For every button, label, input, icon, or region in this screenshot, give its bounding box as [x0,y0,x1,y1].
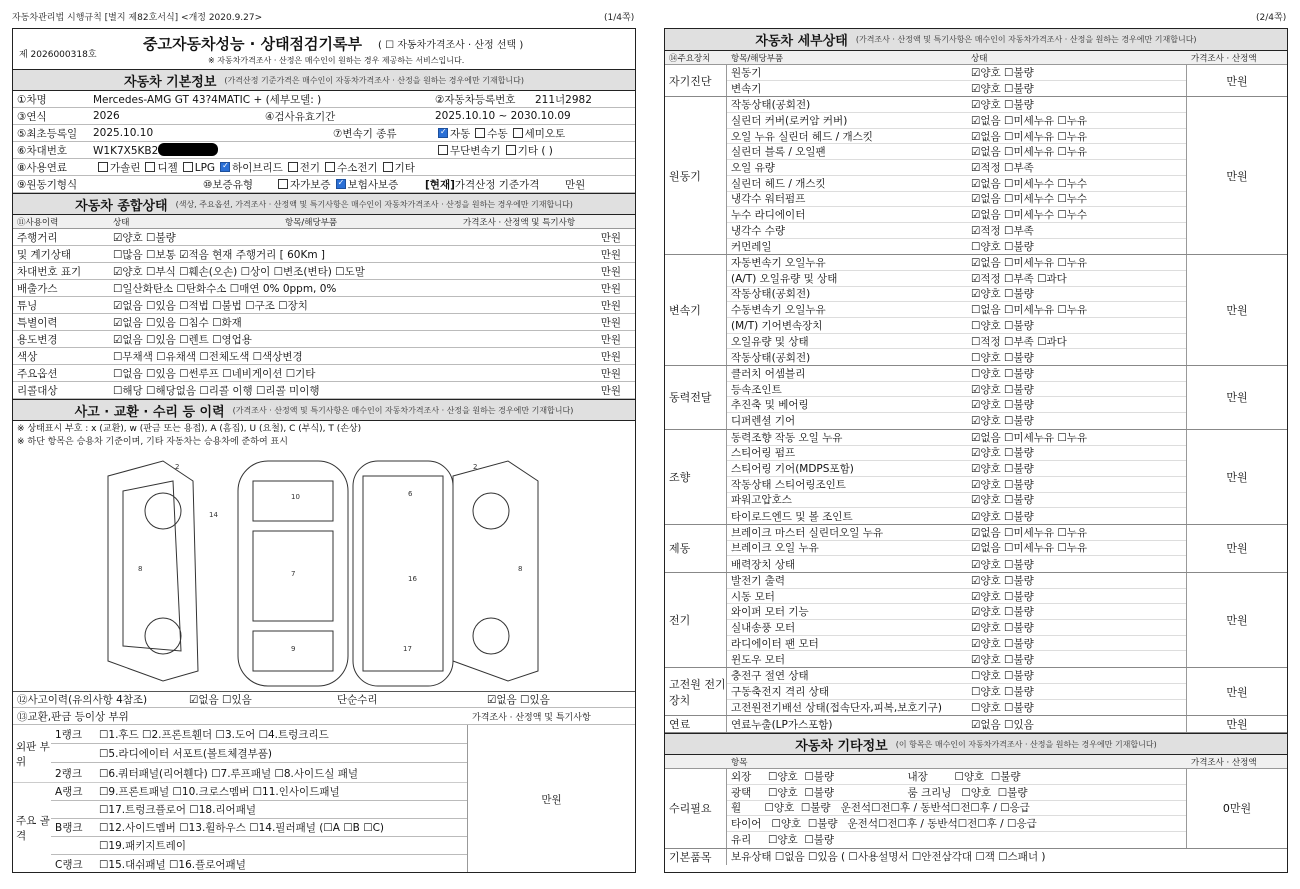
overall-row: 특별이력 ☑없음 ☐있음 ☐침수 ☐화재 만원 [13,314,635,331]
detail-item: 클러치 어셈블리 ☐양호 ☐불량 [727,366,1186,382]
detail-group: 자기진단 원동기 ☑양호 ☐불량 변속기 ☑양호 ☐불량 만원 [665,65,1287,97]
detail-item: 와이퍼 모터 기능 ☑양호 ☐불량 [727,604,1186,620]
overall-row: 차대번호 표기 ☑양호 ☐부식 ☐훼손(오손) ☐상이 ☐변조(변타) ☐도말 만원 [13,263,635,280]
detail-item: 누수 라디에이터 ☑없음 ☐미세누수 ☐누수 [727,207,1186,223]
detail-item: 브레이크 마스터 실린더오일 누유 ☑없음 ☐미세누유 ☐누유 [727,525,1186,541]
row-first-reg: ⑤최초등록일 2025.10.10 ⑦변속기 종류 ✓ 자동 수동 세미오토 [13,125,635,142]
detail-item: 충전구 절연 상태 ☐양호 ☐불량 [727,668,1186,684]
detail-item: 윈도우 모터 ☑양호 ☐불량 [731,653,1034,666]
other-amount: 0만원 [1222,802,1252,816]
page-2 [664,28,1288,873]
detail-item: 실내송풍 모터 ☑양호 ☐불량 [727,620,1186,636]
detail-item: 실린더 커버(로커암 커버) ☑없음 ☐미세누유 ☐누유 [727,113,1186,129]
svg-text:8: 8 [138,565,143,573]
other-info-title: 자동차 기타정보 (이 항목은 매수인이 자동차가격조사 · 산정을 원하는 경우에만 기재합니다) [665,733,1287,755]
detail-groups [665,65,1287,733]
overall-row: 배출가스 ☐일산화탄소 ☐탄화수소 ☐매연 0% 0ppm, 0% 만원 [13,280,635,297]
detail-item: 원동기 ☑양호 ☐불량 [727,65,1186,81]
detail-group: 변속기 자동변속기 오일누유 ☑없음 ☐미세누유 ☐누유 (A/T) 오일유량 및 상태 ☑적정 ☐부족 ☐과다 작동상태(공회전) ☑양호 ☐불량 수동변속기 오일누유 ☐없음 ☐미세누유 ☐누유 (M/T) 기어변속장치 ☐양호 ☐불량 오일유량 및 상태 ☐적정 ☐부족 ☐과다 작동상태(공회전) ☐양호 ☐불량 만원 [665,255,1287,366]
row-engine: ⑨원동기형식 ⑩보증유형 자가보증✓ 보험사보증 [현재]가격산정 기준가격 만원 [13,176,635,193]
detail-table-header: ⑭주요장치 항목/해당부품 상태 가격조사 · 산정액 [665,51,1287,65]
page-number-1: (1/4쪽) [604,13,635,23]
detail-item: 연료누출(LP가스포함) ☑없음 ☐있음 [731,718,1034,731]
title-note: ※ 자동차가격조사 · 산정은 매수인이 원하는 경우 제공하는 서비스입니다. [208,56,465,65]
warranty-insurer-checkbox[interactable] [336,179,346,189]
title-block [13,29,635,69]
detail-item: 스티어링 펌프 ☑양호 ☐불량 [727,446,1186,462]
detail-item: 실린더 헤드 / 개스킷 ☑없음 ☐미세누수 ☐누수 [727,176,1186,192]
overall-row: 및 계기상태 ☐많음 ☐보통 ☑적음 현재 주행거리 [ 60Km ] 만원 [13,246,635,263]
svg-text:9: 9 [291,645,296,653]
overall-table-header: ⑪사용이력 상태 항목/해당부품 가격조사 · 산정액 및 특기사항 [13,215,635,229]
detail-item: 디퍼렌셜 기어 ☑양호 ☐불량 [731,415,1034,428]
svg-text:2: 2 [175,463,180,471]
detail-item: 추진축 및 베어링 ☑양호 ☐불량 [727,397,1186,413]
other-item[interactable]: 휠 ☐양호 ☐불량 운전석☐전☐후 / 동반석☐전☐후 / ☐응급 [727,801,1186,817]
detail-group: 연료 연료누출(LP가스포함) ☑없음 ☐있음 만원 [665,716,1287,733]
form-header: 자동차관리법 시행규칙 [별지 제82호서식] <개정 2020.9.27> [12,13,263,23]
car-diagram [13,451,635,691]
detail-item: 작동상태(공회전) ☑양호 ☐불량 [727,287,1186,303]
accident-title: 사고 · 교환 · 수리 등 이력 (가격조사 · 산정액 및 특기사항은 매수인이 자동차가격조사 · 산정을 원하는 경우에만 기재합니다) [13,399,635,421]
vin: W1K7X5KB2 [93,145,159,157]
svg-text:2: 2 [473,463,478,471]
other-repair-group: 수리필요 외장 ☐양호 ☐불량 내장 ☐양호 ☐불량 광택 ☐양호 ☐불량 룸 크리닝 ☐양호 ☐불량 휠 ☐양호 ☐불량 운전석☐전☐후 / 동반석☐전☐후 / ☐응급 타이어 ☐양호 ☐불량 운전석☐전☐후 / 동반석☐전☐후 / ☐응급 유리 ☐양호 ☐불량 0만원 [665,769,1287,848]
fuel-hybrid-checkbox[interactable] [220,162,230,172]
detail-item: 자동변속기 오일누유 ☑없음 ☐미세누유 ☐누유 [727,255,1186,271]
redaction [158,143,218,156]
overall-rows [13,229,635,399]
detail-group: 제동 브레이크 마스터 실린더오일 누유 ☑없음 ☐미세누유 ☐누유 브레이크 오일 누유 ☑없음 ☐미세누유 ☐누유 배력장치 상태 ☑양호 ☐불량 만원 [665,525,1287,573]
detail-group: 전기 발전기 출력 ☑양호 ☐불량 시동 모터 ☑양호 ☐불량 와이퍼 모터 기능 ☑양호 ☐불량 실내송풍 모터 ☑양호 ☐불량 라디에이터 팬 모터 ☑양호 ☐불량 윈도우 모터 ☑양호 ☐불량 만원 [665,573,1287,668]
other-table-header: 항목 가격조사 · 산정액 [665,755,1287,769]
reg-number: 211너2982 [535,93,592,106]
svg-text:17: 17 [403,645,412,653]
detail-item: (M/T) 기어변속장치 ☐양호 ☐불량 [727,318,1186,334]
detail-item: 시동 모터 ☑양호 ☐불량 [727,589,1186,605]
detail-item: 작동상태(공회전) ☑양호 ☐불량 [727,97,1186,113]
row-car-name: ①차명 Mercedes-AMG GT 43?4MATIC + (세부모델: ) ②자동차등록번호 211너2982 [13,91,635,108]
accident-history-options[interactable]: ☑없음 ☐있음 [189,694,252,706]
page-title: 중고자동차성능 · 상태점검기록부 [143,35,363,53]
detail-item: 라디에이터 팬 모터 ☑양호 ☐불량 [727,636,1186,652]
overall-status-title: 자동차 종합상태 (색상, 주요옵션, 가격조사 · 산정액 및 특기사항은 매수인이 자동차가격조사 · 산정을 원하는 경우에만 기재합니다) [13,193,635,215]
overall-row: 주행거리 ☑양호 ☐불량 만원 [13,229,635,246]
detail-item: 브레이크 오일 누유 ☑없음 ☐미세누유 ☐누유 [727,541,1186,557]
detail-item: 변속기 ☑양호 ☐불량 [731,83,1034,96]
title-option[interactable]: ( ☐ 자동차가격조사 · 산정 선택 ) [378,40,524,51]
detail-item: 수동변속기 오일누유 ☐없음 ☐미세누유 ☐누유 [727,302,1186,318]
detail-item: 파워고압호스 ☑양호 ☐불량 [727,493,1186,509]
detail-item: (A/T) 오일유량 및 상태 ☑적정 ☐부족 ☐과다 [727,271,1186,287]
svg-text:14: 14 [209,511,218,519]
row-parts-header: ⑬교환,판금 등이상 부위 가격조사 · 산정액 및 특기사항 [13,708,635,725]
car-outline-icon [13,451,635,691]
overall-row: 주요옵션 ☐없음 ☐있음 ☐썬루프 ☐네비게이션 ☐기타 만원 [13,365,635,382]
detail-item: 구동축전지 격리 상태 ☐양호 ☐불량 [727,684,1186,700]
other-item[interactable]: 외장 ☐양호 ☐불량 내장 ☐양호 ☐불량 [727,769,1186,785]
detail-group: 동력전달 클러치 어셈블리 ☐양호 ☐불량 등속조인트 ☑양호 ☐불량 추진축 및 베어링 ☑양호 ☐불량 디퍼렌셜 기어 ☑양호 ☐불량 만원 [665,366,1287,430]
svg-text:16: 16 [408,575,417,583]
detail-item: 스티어링 기어(MDPS포함) ☑양호 ☐불량 [727,461,1186,477]
detail-item: 동력조향 작동 오일 누유 ☑없음 ☐미세누유 ☐누유 [727,430,1186,446]
detail-item: 타이로드엔드 및 볼 조인트 ☑양호 ☐불량 [731,510,1034,523]
detail-group: 원동기 작동상태(공회전) ☑양호 ☐불량 실린더 커버(로커암 커버) ☑없음 ☐미세누유 ☐누유 오일 누유 실린더 헤드 / 개스킷 ☑없음 ☐미세누유 ☐누유 실린더 블록 / 오일팬 ☑없음 ☐미세누유 ☐누유 오일 유량 ☑적정 ☐부족 실린더 헤드 / 개스킷 ☑없음 ☐미세누수 ☐누수 냉각수 워터펌프 ☑없음 ☐미세누수 ☐누수 누수 라디에이터 ☑없음 ☐미세누수 ☐누수 냉각수 수량 ☑적정 ☐부족 커먼레일 ☐양호 ☐불량 만원 [665,97,1287,255]
doc-number: 제 2026000318호 [19,50,97,60]
detail-item: 발전기 출력 ☑양호 ☐불량 [727,573,1186,589]
parts-table: 외판 부위 1랭크 ☐1.후드 ☐2.프론트휀더 ☐3.도어 ☐4.트렁크리드 ☐5.라디에이터 서포트(볼트체결부품) 2랭크 ☐6.쿼터패널(리어휀다) ☐7.루프패널 ☐8.사이드실 패널 주요 골격 A랭크 ☐9.프론트패널 ☐10.크로스멤버 ☐11.인사이드패널 ☐17.트렁크플로어 ☐18.리어패널 B랭크 ☐12.사이드멤버 ☐13.휠하우스 ☐14.필러패널 (☐A ☐B ☐C) ☐19.패키지트레이 C랭크 ☐15.대쉬패널 ☐16.플로어패널 만원 [13,725,635,873]
detail-item: 커먼레일 ☐양호 ☐불량 [731,240,1034,253]
detail-title: 자동차 세부상태 (가격조사 · 산정액 및 특기사항은 매수인이 자동차가격조사 · 산정을 원하는 경우에만 기재합니다) [665,29,1287,51]
page-number-2: (2/4쪽) [1256,13,1287,23]
detail-item: 작동상태 스티어링조인트 ☑양호 ☐불량 [727,477,1186,493]
detail-item: 오일 유량 ☑적정 ☐부족 [727,160,1186,176]
overall-row: 색상 ☐무채색 ☐유채색 ☐전체도색 ☐색상변경 만원 [13,348,635,365]
overall-row: 튜닝 ☑없음 ☐있음 ☐적법 ☐불법 ☐구조 ☐장치 만원 [13,297,635,314]
simple-repair-options[interactable]: ☑없음 ☐있음 [487,694,550,706]
car-name: Mercedes-AMG GT 43?4MATIC + (세부모델: ) [93,93,322,106]
svg-text:10: 10 [291,493,300,501]
detail-item: 오일유량 및 상태 ☐적정 ☐부족 ☐과다 [727,334,1186,350]
accident-legend: ※ 상태표시 부호 : x (교환), w (판금 또는 용접), A (흠집), U (요철), C (부식), T (손상) ※ 하단 항목은 승용차 기준이며, 기타 자동차는 승용차에 준하여 표시 [17,424,362,447]
detail-item: 고전원전기배선 상태(접속단자,피복,보호기구) ☐양호 ☐불량 [731,701,1034,714]
trans-auto-checkbox[interactable] [438,128,448,138]
svg-text:8: 8 [518,565,523,573]
page-1 [12,28,636,873]
detail-item: 냉각수 워터펌프 ☑없음 ☐미세누수 ☐누수 [727,192,1186,208]
overall-row: 용도변경 ☑없음 ☐있음 ☐렌트 ☐영업용 만원 [13,331,635,348]
row-fuel: ⑧사용연료 가솔린 디젤 LPG✓ 하이브리드 전기 수소전기 기타 [13,159,635,176]
detail-item: 등속조인트 ☑양호 ☐불량 [727,382,1186,398]
detail-group: 고전원 전기장치 충전구 절연 상태 ☐양호 ☐불량 구동축전지 격리 상태 ☐양호 ☐불량 고전원전기배선 상태(접속단자,피복,보호기구) ☐양호 ☐불량 만원 [665,668,1287,716]
svg-text:6: 6 [408,490,413,498]
detail-item: 배력장치 상태 ☑양호 ☐불량 [731,558,1034,571]
detail-item: 냉각수 수량 ☑적정 ☐부족 [727,223,1186,239]
row-accident-history: ⑫사고이력(유의사항 4참조) ☑없음 ☐있음 단순수리 ☑없음 ☐있음 [13,691,635,708]
row-year: ③연식 2026 ④검사유효기간 2025.10.10 ~ 2030.10.09 [13,108,635,125]
other-item[interactable]: 타이어 ☐양호 ☐불량 운전석☐전☐후 / 동반석☐전☐후 / ☐응급 [727,816,1186,832]
detail-item: 오일 누유 실린더 헤드 / 개스킷 ☑없음 ☐미세누유 ☐누유 [727,129,1186,145]
other-item[interactable]: 유리 ☐양호 ☐불량 [731,834,835,847]
other-item[interactable]: 광택 ☐양호 ☐불량 룸 크리닝 ☐양호 ☐불량 [727,785,1186,801]
detail-item: 작동상태(공회전) ☐양호 ☐불량 [731,351,1034,364]
svg-text:7: 7 [291,570,296,578]
basic-items-group: 기본품목 보유상태 ☐없음 ☐있음 ( ☐사용설명서 ☐안전삼각대 ☐잭 ☐스패너 ) [665,849,1287,865]
basic-info-title: 자동차 기본정보 (가격산정 기준가격은 매수인이 자동차가격조사 · 산정을 원하는 경우에만 기재합니다) [13,69,635,91]
detail-group: 조향 동력조향 작동 오일 누유 ☑없음 ☐미세누유 ☐누유 스티어링 펌프 ☑양호 ☐불량 스티어링 기어(MDPS포함) ☑양호 ☐불량 작동상태 스티어링조인트 ☑양호 ☐불량 파워고압호스 ☑양호 ☐불량 타이로드엔드 및 볼 조인트 ☑양호 ☐불량 만원 [665,430,1287,525]
row-vin: ⑥차대번호 W1K7X5KB2 무단변속기 기타 ( ) [13,142,635,159]
overall-row: 리콜대상 ☐해당 ☐해당없음 ☐리콜 이행 ☐리콜 미이행 만원 [13,382,635,399]
detail-item: 실린더 블록 / 오일팬 ☑없음 ☐미세누유 ☐누유 [727,144,1186,160]
